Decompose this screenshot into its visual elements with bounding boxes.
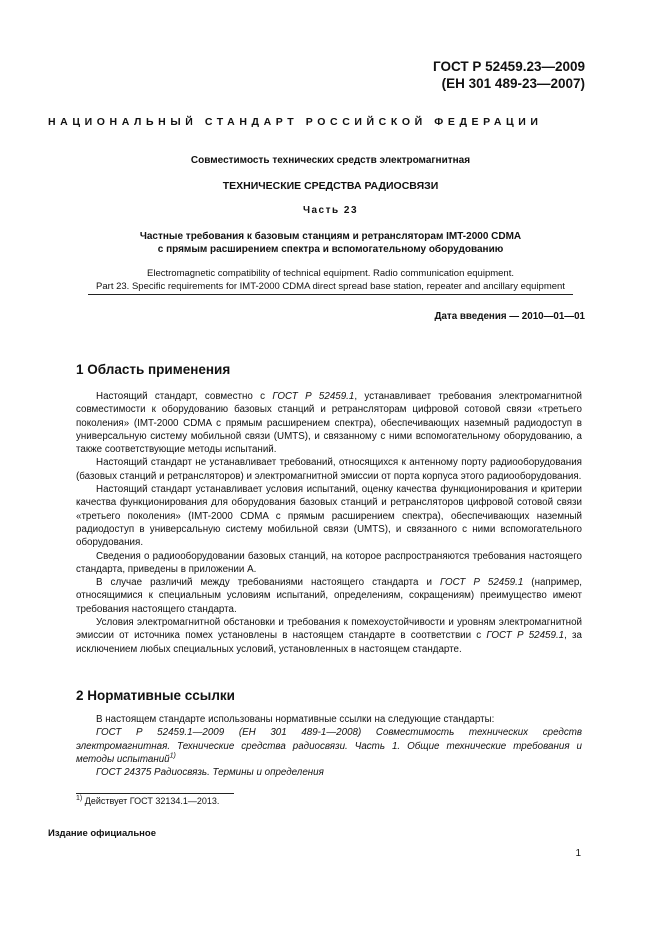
subtitle bbox=[48, 230, 613, 256]
edition-label: Издание официальное bbox=[48, 828, 156, 839]
divider bbox=[88, 294, 573, 295]
footnote: $^{1)}$ Действует ГОСТ 32134.1—2013. bbox=[76, 795, 220, 806]
paragraph: Настоящий стандарт, совместно с ГОСТ Р 52459.1, устанавливает требования электромагнитной совместимости к оборудованию базовых станций и ретрансляторам цифровой сотовой связи «третьего поколения» (IMT-2000 CDMA с прямым расширением спектра), обеспечивающих наземный радиодоступ в универсальную систему мобильной связи (UMTS), и связанному с ними вспомогательному оборудованию, а также соответствующие методы испытаний. bbox=[76, 391, 582, 456]
normative-reference: ГОСТ 24375 Радиосвязь. Термины и определения bbox=[96, 767, 324, 779]
section-2-body bbox=[76, 713, 582, 779]
paragraph: В случае различий между требованиями настоящего стандарта и ГОСТ Р 52459.1 (например, относящимися к специальным условиям испытаний, определениям, сокращениям) преимущество имеют требования настоящего стандарта. bbox=[76, 577, 583, 615]
paragraph: Условия электромагнитной обстановки и требования к помехоустойчивости и уровням электромагнитной эмиссии от источника помех установлены в настоящем стандарте в соответствии с ГОСТ Р 52459.1, за исключением любых специальных условий, установленных в настоящем стандарте. bbox=[76, 617, 582, 655]
footnote-divider bbox=[76, 793, 234, 794]
paragraph: В настоящем стандарте использованы нормативные ссылки на следующие стандарты: bbox=[96, 714, 495, 725]
doc-code-line-1: ГОСТ Р 52459.23—2009 bbox=[433, 59, 585, 74]
english-title bbox=[48, 267, 613, 293]
subtitle-line-2: с прямым расширением спектра и вспомогательному оборудованию bbox=[157, 244, 504, 255]
english-title-line-2: Part 23. Specific requirements for IMT-2000 CDMA direct spread base station, repeater and ancillary equipment bbox=[96, 281, 565, 292]
part-label: Часть 23 bbox=[302, 205, 359, 216]
title-line-1: Совместимость технических средств электромагнитная bbox=[190, 155, 471, 166]
normative-reference: ГОСТ Р 52459.1—2009 (ЕН 301 489-1—2008) Совместимость технических средств электромагнитная. Технические средства радиосвязи. Часть 1. Общие технические требования и методы испытаний$^{1)}$ bbox=[76, 727, 582, 765]
introduction-date: Дата введения — 2010—01—01 bbox=[434, 311, 585, 322]
national-standard-heading: НАЦИОНАЛЬНЫЙ СТАНДАРТ РОССИЙСКОЙ ФЕДЕРАЦИИ bbox=[48, 116, 543, 128]
section-1-body bbox=[76, 390, 582, 656]
title-line-2: ТЕХНИЧЕСКИЕ СРЕДСТВА РАДИОСВЯЗИ bbox=[222, 180, 439, 192]
paragraph: Настоящий стандарт не устанавливает требований, относящихся к антенному порту радиооборудования (базовых станций и ретрансляторов) и электромагнитной эмиссии от порта корпуса этого радиооборудования. bbox=[76, 457, 582, 482]
paragraph: Сведения о радиооборудовании базовых станций, на которое распространяются требования настоящего стандарта, приведены в приложении А. bbox=[76, 550, 582, 575]
page-number: 1 bbox=[575, 848, 581, 859]
section-2-heading: 2 Нормативные ссылки bbox=[76, 688, 235, 703]
english-title-line-1: Electromagnetic compatibility of technical equipment. Radio communication equipment. bbox=[147, 268, 514, 279]
section-1-heading: 1 Область применения bbox=[76, 362, 231, 377]
subtitle-line-1: Частные требования к базовым станциям и ретрансляторам IMT-2000 CDMA bbox=[139, 231, 522, 242]
paragraph: Настоящий стандарт устанавливает условия испытаний, оценку качества функционирования и критерии качества функционирования для оборудования базовых станций и ретрансляторов цифровой сотовой связи «третьего поколения» (IMT-2000 CDMA с прямым расширением спектра), обеспечивающих наземный радиодоступ в универсальную систему мобильной связи (UMTS), и связанного с ними вспомогательного оборудования. bbox=[76, 484, 582, 549]
document-code bbox=[433, 58, 585, 92]
doc-code-line-2: (ЕН 301 489-23—2007) bbox=[441, 76, 585, 91]
